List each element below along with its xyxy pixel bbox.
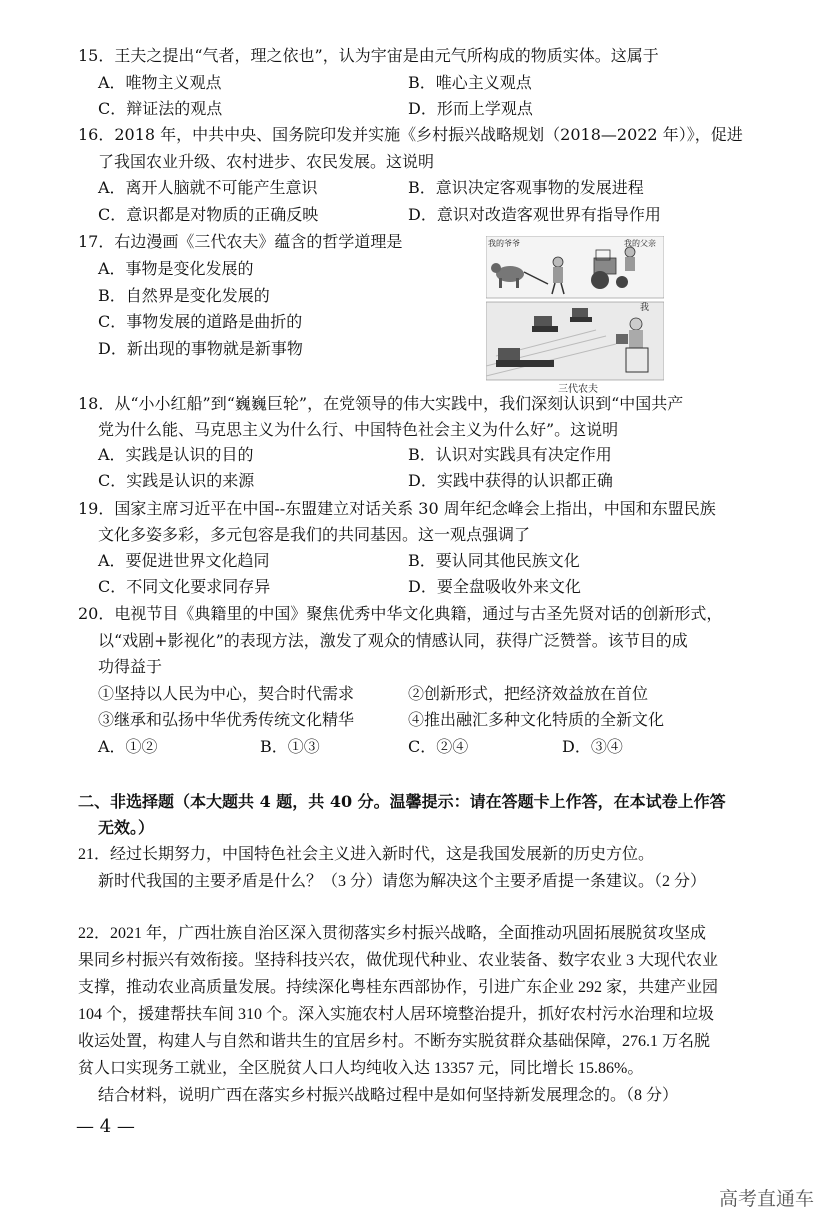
q16-option-c: C．意识都是对物质的正确反映 [98, 205, 319, 224]
cartoon-label-grandpa: 我的爷爷 [488, 239, 520, 248]
q17-stem: 17．右边漫画《三代农夫》蕴含的哲学道理是 [78, 232, 403, 251]
q15-option-d: D．形而上学观点 [408, 99, 533, 118]
q20-option-a: A．①② [98, 737, 158, 756]
q19-option-b: B．要认同其他民族文化 [408, 551, 580, 570]
q19-option-c: C．不同文化要求同存异 [98, 577, 271, 596]
q17-option-b: B．自然界是变化发展的 [98, 286, 270, 305]
q18-stem-line2: 党为什么能、马克思主义为什么行、中国特色社会主义为什么好”。这说明 [98, 420, 619, 439]
cartoon-label-me: 我 [640, 303, 650, 313]
q20-stem-line3: 功得益于 [98, 657, 163, 676]
q22-line7: 结合材料，说明广西在落实乡村振兴战略过程中是如何坚持新发展理念的。（8 分） [98, 1087, 679, 1104]
q18-option-b: B．认识对实践具有决定作用 [408, 445, 612, 464]
section2-heading-line2: 无效。） [98, 818, 155, 837]
q18-stem-line1: 18．从“小小红船”到“巍巍巨轮”，在党领导的伟大实践中，我们深刻认识到“中国共产 [78, 394, 684, 413]
q22-line2: 果同乡村振兴有效衔接。坚持科技兴农，做优现代种业、农业装备、数字农业 3 大现代农业 [78, 952, 719, 969]
three-generations-farmer-cartoon [486, 236, 664, 396]
q15-option-c: C．辩证法的观点 [98, 99, 223, 118]
q18-option-d: D．实践中获得的认识都正确 [408, 471, 613, 490]
q16-option-d: D．意识对改造客观世界有指导作用 [408, 205, 661, 224]
q21-line2: 新时代我国的主要矛盾是什么？（3 分）请您为解决这个主要矛盾提一条建议。（2 分） [98, 873, 707, 890]
cartoon-label-father: 我的父亲 [624, 239, 656, 248]
q22-line5: 收运处置，构建人与自然和谐共生的宜居乡村。不断夯实脱贫群众基础保障，276.1 万名脱 [78, 1033, 711, 1050]
q18-option-a: A．实践是认识的目的 [98, 445, 254, 464]
q22-line1: 22．2021 年，广西壮族自治区深入贯彻落实乡村振兴战略，全面推动巩固拓展脱贫攻坚成 [78, 925, 707, 942]
q20-item-2: ②创新形式，把经济效益放在首位 [408, 684, 649, 703]
q16-option-b: B．意识决定客观事物的发展进程 [408, 178, 644, 197]
q20-option-b: B．①③ [260, 737, 320, 756]
q16-stem-line1: 16．2018 年，中共中央、国务院印发并实施《乡村振兴战略规划（2018—2022 年）》，促进 [78, 125, 743, 144]
q20-option-d: D．③④ [562, 737, 623, 756]
q19-stem-line2: 文化多姿多彩，多元包容是我们的共同基因。这一观点强调了 [98, 525, 531, 544]
q16-option-a: A．离开人脑就不可能产生意识 [98, 178, 318, 197]
q20-stem-line1: 20．电视节目《典籍里的中国》聚焦优秀中华文化典籍，通过与古圣先贤对话的创新形式， [78, 604, 723, 623]
cartoon-caption: 三代农夫 [558, 384, 598, 395]
watermark-text: 高考直通车 [718, 1188, 814, 1210]
page-number: — 4 — [76, 1116, 135, 1137]
q17-option-a: A．事物是变化发展的 [98, 259, 254, 278]
q20-option-c: C．②④ [408, 737, 469, 756]
q22-line3: 支撑，推动农业高质量发展。持续深化粤桂东西部协作，引进广东企业 292 家，共建产业园 [78, 979, 719, 996]
q16-stem-line2: 了我国农业升级、农村进步、农民发展。这说明 [98, 152, 435, 171]
q22-line6: 贫人口实现务工就业，全区脱贫人口人均纯收入达 13357 元，同比增长 15.86%。 [78, 1060, 644, 1077]
q19-stem-line1: 19．国家主席习近平在中国--东盟建立对话关系 30 周年纪念峰会上指出，中国和东盟民族 [78, 499, 716, 518]
q17-option-c: C．事物发展的道路是曲折的 [98, 312, 303, 331]
q19-option-a: A．要促进世界文化趋同 [98, 551, 270, 570]
q20-item-3: ③继承和弘扬中华优秀传统文化精华 [98, 710, 355, 729]
q19-option-d: D．要全盘吸收外来文化 [408, 577, 581, 596]
q20-item-4: ④推出融汇多种文化特质的全新文化 [408, 710, 665, 729]
q20-stem-line2: 以“戏剧+影视化”的表现方法，激发了观众的情感认同，获得广泛赞誉。该节目的成 [98, 631, 688, 650]
q20-item-1: ①坚持以人民为中心，契合时代需求 [98, 684, 355, 703]
q18-option-c: C．实践是认识的来源 [98, 471, 255, 490]
q15-option-a: A．唯物主义观点 [98, 73, 222, 92]
section2-heading-line1: 二、非选择题（本大题共 4 题，共 40 分。温馨提示：请在答题卡上作答，在本试卷上作答 [78, 792, 726, 811]
q17-option-d: D．新出现的事物就是新事物 [98, 339, 303, 358]
q21-line1: 21．经过长期努力，中国特色社会主义进入新时代，这是我国发展新的历史方位。 [78, 846, 655, 863]
q15-option-b: B．唯心主义观点 [408, 73, 532, 92]
q22-line4: 104 个，援建帮扶车间 310 个。深入实施农村人居环境整治提升，抓好农村污水治理和垃圾 [78, 1006, 715, 1023]
q15-stem: 15．王夫之提出“气者，理之依也”，认为宇宙是由元气所构成的物质实体。这属于 [78, 46, 659, 65]
